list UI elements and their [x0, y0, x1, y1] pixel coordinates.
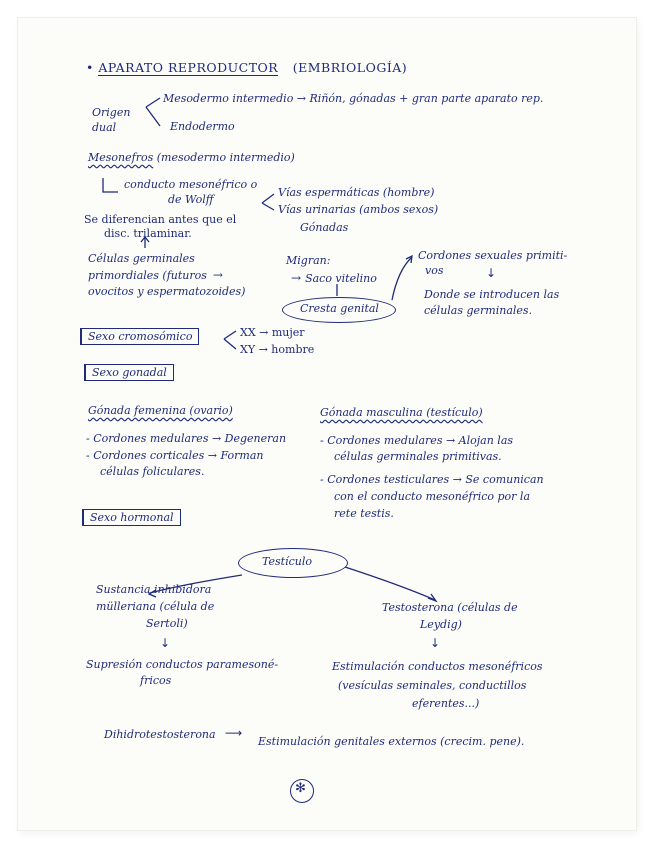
- celulas-line-3: ovocitos y espermatozoides): [88, 285, 246, 298]
- supresion-line-2: fricos: [140, 674, 172, 687]
- sustancia-line-1: Sustancia inhibidora: [96, 583, 212, 596]
- mesonefros-header: Mesonefros (mesodermo intermedio): [88, 151, 295, 164]
- title-subtitle: (EMBRIOLOGÍA): [292, 60, 408, 75]
- conducto-line-2: de Wolff: [168, 193, 214, 206]
- estimulacion-line-3: eferentes...): [412, 697, 480, 710]
- masc-line-1: - Cordones medulares → Alojan las: [320, 434, 514, 447]
- sustancia-line-3: Sertoli): [146, 617, 188, 630]
- sexo-hormonal-box: Sexo hormonal: [82, 509, 181, 526]
- gonadas: Gónadas: [300, 221, 349, 234]
- vias-espermaticas: Vías espermáticas (hombre): [278, 186, 435, 199]
- endodermo-line: Endodermo: [170, 120, 235, 133]
- page-mark-icon: ✻: [295, 781, 306, 796]
- xy-hombre: XY → hombre: [240, 343, 315, 356]
- saco-vitelino: → Saco vitelino: [291, 271, 377, 285]
- gonada-masculina-header: Gónada masculina (testículo): [320, 406, 483, 419]
- cordones-line-2: vos: [425, 264, 444, 277]
- fem-line-2: - Cordones corticales → Forman: [86, 449, 264, 462]
- origen-line-up: [146, 98, 160, 107]
- testosterona-line-2: Leydig): [420, 618, 462, 631]
- page-title: [86, 61, 407, 75]
- testiculo-right-arrow: [345, 567, 435, 600]
- origen-line-down: [146, 107, 160, 126]
- fem-line-1: - Cordones medulares → Degeneran: [86, 432, 287, 445]
- down-arrow-icon: ↓: [486, 266, 497, 280]
- masc-line-2: células germinales primitivas.: [334, 450, 502, 463]
- vias-urinarias: Vías urinarias (ambos sexos): [278, 203, 439, 216]
- estimulacion-line-2: (vesículas seminales, conductillos: [338, 679, 527, 692]
- conducto-hook: [103, 178, 118, 192]
- origen-label-1: Origen: [92, 106, 131, 119]
- diferencian-line-1: Se diferencian antes que el: [84, 213, 237, 226]
- testosterona-line-1: Testosterona (células de: [382, 601, 518, 614]
- celulas-line-2: primordiales (futuros →: [88, 268, 223, 282]
- origen-label-2: dual: [92, 121, 117, 134]
- dihidrotestosterona: Dihidrotestosterona: [104, 728, 216, 741]
- sexo-cromosomico-box: Sexo cromosómico: [80, 328, 199, 345]
- title-text: APARATO REPRODUCTOR: [98, 60, 279, 75]
- sustancia-line-2: mülleriana (célula de: [96, 600, 215, 613]
- cresta-to-cordones-line: [392, 257, 412, 300]
- celulas-line-1: Células germinales: [88, 252, 195, 265]
- supresion-line-1: Supresión conductos paramesoné-: [86, 658, 279, 671]
- xx-mujer: XX → mujer: [240, 326, 305, 339]
- bullet-icon: •: [86, 60, 94, 75]
- gonada-femenina-header: Gónada femenina (ovario): [88, 404, 233, 417]
- donde-line-2: células germinales.: [424, 304, 533, 317]
- estimulacion-externos: Estimulación genitales externos (crecim. pene).: [258, 735, 525, 748]
- masc-line-5: rete testis.: [334, 507, 394, 520]
- testiculo: Testículo: [262, 555, 312, 568]
- down-arrow-icon: ↓: [430, 636, 441, 650]
- migran-label: Migran:: [286, 254, 331, 267]
- masc-line-4: con el conducto mesonéfrico por la: [334, 490, 531, 503]
- donde-line-1: Donde se introducen las: [424, 288, 560, 301]
- conducto-line-1: conducto mesonéfrico o: [124, 178, 258, 191]
- diferencian-line-2: disc. trilaminar.: [104, 227, 192, 240]
- down-arrow-icon: ↓: [160, 636, 171, 650]
- right-arrow-icon: ⟶: [225, 726, 243, 740]
- cresta-genital: Cresta genital: [300, 302, 379, 315]
- estimulacion-line-1: Estimulación conductos mesonéfricos: [332, 660, 543, 673]
- mesodermo-line: Mesodermo intermedio → Riñón, gónadas + gran parte aparato rep.: [163, 92, 544, 105]
- masc-line-3: - Cordones testiculares → Se comunican: [320, 473, 544, 486]
- fem-line-3: células foliculares.: [100, 465, 205, 478]
- cordones-line-1: Cordones sexuales primiti-: [418, 249, 568, 262]
- sexo-gonadal-box: Sexo gonadal: [84, 364, 174, 381]
